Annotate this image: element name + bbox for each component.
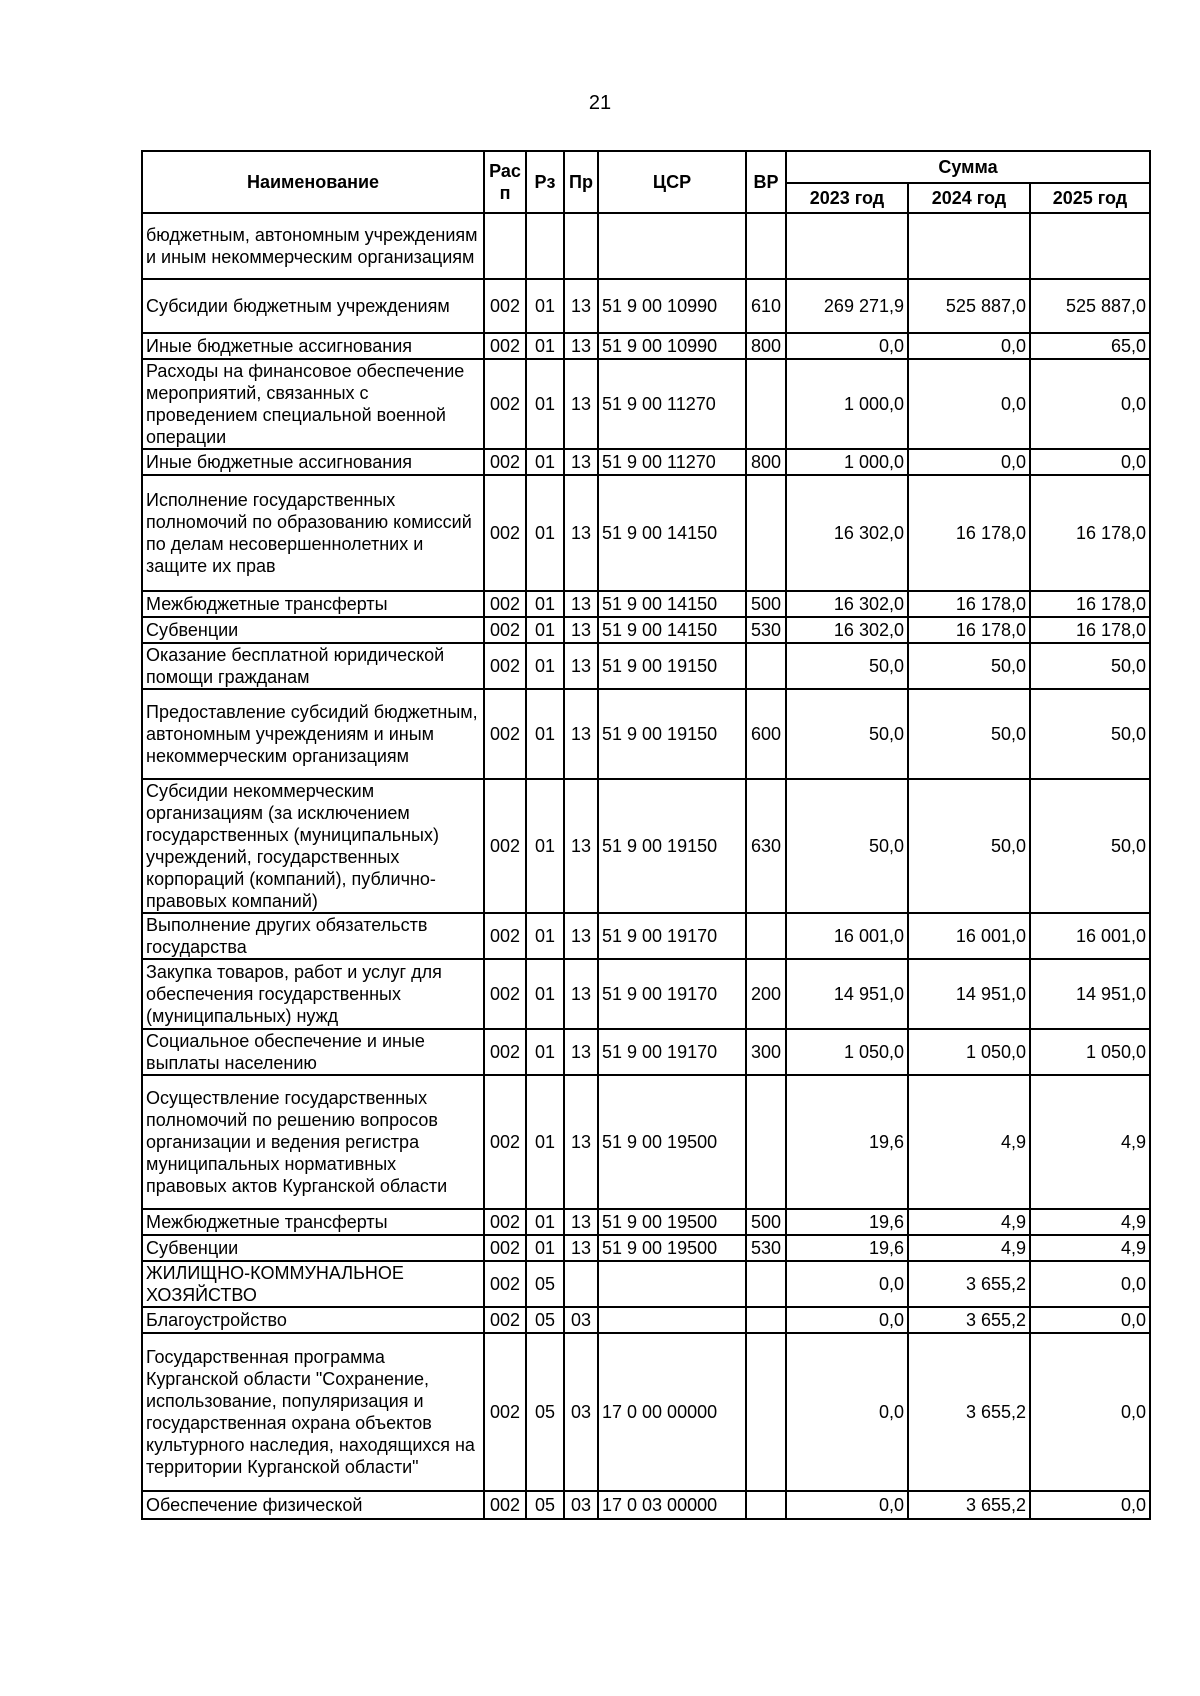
page-number: 21 (588, 92, 612, 114)
row-pr: 13 (564, 779, 598, 913)
row-amount-2024: 3 655,2 (908, 1261, 1030, 1307)
header-pr: Пр (564, 151, 598, 213)
table-row (142, 591, 1150, 617)
row-pr: 13 (564, 475, 598, 591)
row-rz: 01 (526, 1075, 564, 1209)
row-pr: 13 (564, 1075, 598, 1209)
row-csr: 51 9 00 14150 (598, 591, 746, 617)
header-row (142, 151, 1150, 183)
row-csr: 51 9 00 10990 (598, 333, 746, 359)
row-amount-2024: 0,0 (908, 359, 1030, 449)
row-amount-2025: 16 178,0 (1030, 617, 1150, 643)
row-rz: 01 (526, 1029, 564, 1075)
row-amount-2023: 269 271,9 (786, 279, 908, 333)
row-pr: 03 (564, 1307, 598, 1333)
row-amount-2023: 16 302,0 (786, 617, 908, 643)
row-amount-2024: 1 050,0 (908, 1029, 1030, 1075)
row-rasp: 002 (484, 591, 526, 617)
table-row (142, 1075, 1150, 1209)
row-amount-2024: 0,0 (908, 449, 1030, 475)
row-rasp: 002 (484, 1075, 526, 1209)
row-amount-2023: 0,0 (786, 1333, 908, 1491)
header-name: Наименование (142, 151, 484, 213)
row-amount-2024: 3 655,2 (908, 1333, 1030, 1491)
row-vr: 800 (746, 333, 786, 359)
row-rz: 01 (526, 643, 564, 689)
row-name: Благоустройство (142, 1307, 484, 1333)
row-rz: 05 (526, 1333, 564, 1491)
header-vr: ВР (746, 151, 786, 213)
row-pr: 13 (564, 1209, 598, 1235)
row-pr: 13 (564, 617, 598, 643)
row-amount-2025: 0,0 (1030, 1307, 1150, 1333)
row-vr (746, 643, 786, 689)
row-vr (746, 1075, 786, 1209)
table-row (142, 475, 1150, 591)
row-pr: 13 (564, 333, 598, 359)
row-csr: 51 9 00 14150 (598, 617, 746, 643)
row-pr: 13 (564, 279, 598, 333)
table-row (142, 449, 1150, 475)
table-row (142, 1235, 1150, 1261)
table-row (142, 617, 1150, 643)
row-vr: 600 (746, 689, 786, 779)
row-name: Межбюджетные трансферты (142, 591, 484, 617)
row-vr (746, 1261, 786, 1307)
row-vr: 200 (746, 959, 786, 1029)
row-rz: 01 (526, 959, 564, 1029)
row-pr: 13 (564, 591, 598, 617)
row-rasp: 002 (484, 913, 526, 959)
row-amount-2023: 50,0 (786, 643, 908, 689)
row-amount-2023: 0,0 (786, 1307, 908, 1333)
row-rz: 05 (526, 1491, 564, 1519)
row-amount-2024: 16 178,0 (908, 617, 1030, 643)
row-amount-2025: 0,0 (1030, 1261, 1150, 1307)
row-amount-2023 (786, 213, 908, 279)
row-rasp: 002 (484, 689, 526, 779)
row-name: Оказание бесплатной юридической помощи гражданам (142, 643, 484, 689)
row-amount-2025: 50,0 (1030, 779, 1150, 913)
row-amount-2025: 50,0 (1030, 689, 1150, 779)
row-amount-2023: 50,0 (786, 689, 908, 779)
row-rz: 01 (526, 449, 564, 475)
row-vr: 800 (746, 449, 786, 475)
row-amount-2025: 0,0 (1030, 449, 1150, 475)
row-amount-2023: 16 001,0 (786, 913, 908, 959)
row-rz: 01 (526, 1209, 564, 1235)
header-rz: Рз (526, 151, 564, 213)
row-vr (746, 475, 786, 591)
row-pr: 13 (564, 959, 598, 1029)
row-vr: 530 (746, 617, 786, 643)
row-amount-2024: 525 887,0 (908, 279, 1030, 333)
table-row (142, 213, 1150, 279)
budget-table (141, 150, 1151, 1520)
row-amount-2023: 1 000,0 (786, 449, 908, 475)
row-amount-2024: 4,9 (908, 1209, 1030, 1235)
row-rz: 01 (526, 913, 564, 959)
row-csr: 51 9 00 11270 (598, 359, 746, 449)
row-csr: 51 9 00 19170 (598, 913, 746, 959)
table-row (142, 1261, 1150, 1307)
row-pr (564, 1261, 598, 1307)
row-rz: 01 (526, 1235, 564, 1261)
row-amount-2025: 1 050,0 (1030, 1029, 1150, 1075)
row-csr (598, 1307, 746, 1333)
row-vr: 500 (746, 591, 786, 617)
row-amount-2024: 0,0 (908, 333, 1030, 359)
table-row (142, 1333, 1150, 1491)
row-pr: 03 (564, 1491, 598, 1519)
row-rasp: 002 (484, 1209, 526, 1235)
row-vr: 300 (746, 1029, 786, 1075)
table-row (142, 913, 1150, 959)
table-row (142, 1209, 1150, 1235)
row-amount-2023: 19,6 (786, 1075, 908, 1209)
row-rz: 01 (526, 333, 564, 359)
row-csr: 17 0 00 00000 (598, 1333, 746, 1491)
row-name: Социальное обеспечение и иные выплаты населению (142, 1029, 484, 1075)
row-rz: 01 (526, 779, 564, 913)
table-row (142, 779, 1150, 913)
row-vr (746, 359, 786, 449)
header-csr: ЦСР (598, 151, 746, 213)
row-amount-2025: 14 951,0 (1030, 959, 1150, 1029)
row-amount-2023: 0,0 (786, 1491, 908, 1519)
row-csr: 51 9 00 19500 (598, 1209, 746, 1235)
row-amount-2023: 16 302,0 (786, 591, 908, 617)
row-name: Выполнение других обязательств государства (142, 913, 484, 959)
row-rasp: 002 (484, 643, 526, 689)
row-amount-2025: 65,0 (1030, 333, 1150, 359)
row-vr: 610 (746, 279, 786, 333)
table-row (142, 359, 1150, 449)
row-amount-2024: 14 951,0 (908, 959, 1030, 1029)
row-rz: 05 (526, 1261, 564, 1307)
row-name: Субвенции (142, 617, 484, 643)
row-pr (564, 213, 598, 279)
row-amount-2023: 14 951,0 (786, 959, 908, 1029)
row-rz: 01 (526, 617, 564, 643)
row-rz: 01 (526, 591, 564, 617)
table-row (142, 643, 1150, 689)
row-vr (746, 213, 786, 279)
row-csr (598, 213, 746, 279)
row-vr (746, 1307, 786, 1333)
row-name: Межбюджетные трансферты (142, 1209, 484, 1235)
row-amount-2023: 16 302,0 (786, 475, 908, 591)
row-rasp: 002 (484, 449, 526, 475)
row-vr: 530 (746, 1235, 786, 1261)
row-amount-2023: 0,0 (786, 333, 908, 359)
row-rz: 01 (526, 689, 564, 779)
table-row (142, 333, 1150, 359)
row-rz (526, 213, 564, 279)
row-amount-2024: 4,9 (908, 1075, 1030, 1209)
row-amount-2023: 19,6 (786, 1209, 908, 1235)
row-amount-2024: 50,0 (908, 643, 1030, 689)
row-csr (598, 1261, 746, 1307)
row-rz: 01 (526, 475, 564, 591)
row-rasp: 002 (484, 1491, 526, 1519)
table-row (142, 689, 1150, 779)
row-csr: 51 9 00 19500 (598, 1075, 746, 1209)
row-name: Осуществление государственных полномочий по решению вопросов организации и ведения регистра муниципальных нормативных правовых актов Курганской области (142, 1075, 484, 1209)
header-sum: Сумма (786, 151, 1150, 183)
row-amount-2025: 4,9 (1030, 1209, 1150, 1235)
row-name: Субсидии бюджетным учреждениям (142, 279, 484, 333)
row-csr: 51 9 00 19500 (598, 1235, 746, 1261)
row-csr: 51 9 00 14150 (598, 475, 746, 591)
row-rz: 01 (526, 359, 564, 449)
row-vr: 630 (746, 779, 786, 913)
row-amount-2025: 0,0 (1030, 359, 1150, 449)
row-csr: 17 0 03 00000 (598, 1491, 746, 1519)
header-rasp: Рас п (484, 151, 526, 213)
row-amount-2023: 0,0 (786, 1261, 908, 1307)
row-amount-2025 (1030, 213, 1150, 279)
row-rasp: 002 (484, 1029, 526, 1075)
row-name: бюджетным, автономным учреждениям и иным некоммерческим организациям (142, 213, 484, 279)
row-amount-2025: 16 178,0 (1030, 475, 1150, 591)
row-pr: 13 (564, 359, 598, 449)
row-name: Субвенции (142, 1235, 484, 1261)
header-2024: 2024 год (908, 183, 1030, 213)
row-vr (746, 1491, 786, 1519)
row-amount-2023: 1 000,0 (786, 359, 908, 449)
table-row (142, 959, 1150, 1029)
row-rasp: 002 (484, 359, 526, 449)
header-2023: 2023 год (786, 183, 908, 213)
row-csr: 51 9 00 19150 (598, 689, 746, 779)
row-amount-2025: 50,0 (1030, 643, 1150, 689)
row-name: Расходы на финансовое обеспечение мероприятий, связанных с проведением специальной военной операции (142, 359, 484, 449)
table-row (142, 1491, 1150, 1519)
row-amount-2025: 0,0 (1030, 1491, 1150, 1519)
row-rasp (484, 213, 526, 279)
row-amount-2023: 1 050,0 (786, 1029, 908, 1075)
row-rasp: 002 (484, 779, 526, 913)
row-name: Государственная программа Курганской области "Сохранение, использование, популяризация и государственная охрана объектов культурного наследия, находящихся на территории Курганской области" (142, 1333, 484, 1491)
row-rasp: 002 (484, 1235, 526, 1261)
row-amount-2023: 19,6 (786, 1235, 908, 1261)
row-name: Закупка товаров, работ и услуг для обеспечения государственных (муниципальных) нужд (142, 959, 484, 1029)
row-vr: 500 (746, 1209, 786, 1235)
row-amount-2024: 50,0 (908, 779, 1030, 913)
row-pr: 03 (564, 1333, 598, 1491)
row-amount-2025: 4,9 (1030, 1235, 1150, 1261)
row-amount-2023: 50,0 (786, 779, 908, 913)
row-pr: 13 (564, 449, 598, 475)
row-amount-2024: 3 655,2 (908, 1307, 1030, 1333)
row-csr: 51 9 00 10990 (598, 279, 746, 333)
header-2025: 2025 год (1030, 183, 1150, 213)
row-amount-2024: 50,0 (908, 689, 1030, 779)
row-pr: 13 (564, 913, 598, 959)
row-amount-2025: 16 001,0 (1030, 913, 1150, 959)
table-body (142, 213, 1150, 1519)
row-rz: 01 (526, 279, 564, 333)
row-rasp: 002 (484, 1307, 526, 1333)
row-csr: 51 9 00 19170 (598, 959, 746, 1029)
row-amount-2024: 3 655,2 (908, 1491, 1030, 1519)
row-vr (746, 1333, 786, 1491)
row-pr: 13 (564, 689, 598, 779)
row-amount-2024: 16 178,0 (908, 591, 1030, 617)
row-rasp: 002 (484, 1333, 526, 1491)
row-rasp: 002 (484, 617, 526, 643)
table-row (142, 279, 1150, 333)
row-name: ЖИЛИЩНО-КОММУНАЛЬНОЕ ХОЗЯЙСТВО (142, 1261, 484, 1307)
row-rz: 05 (526, 1307, 564, 1333)
row-name: Субсидии некоммерческим организациям (за исключением государственных (муниципальных) учреждений, государственных корпораций (компаний), публично-правовых компаний) (142, 779, 484, 913)
row-pr: 13 (564, 1235, 598, 1261)
row-name: Иные бюджетные ассигнования (142, 449, 484, 475)
row-name: Предоставление субсидий бюджетным, автономным учреждениям и иным некоммерческим организациям (142, 689, 484, 779)
row-amount-2025: 4,9 (1030, 1075, 1150, 1209)
row-pr: 13 (564, 643, 598, 689)
row-rasp: 002 (484, 1261, 526, 1307)
row-rasp: 002 (484, 959, 526, 1029)
row-name: Исполнение государственных полномочий по образованию комиссий по делам несовершеннолетних и защите их прав (142, 475, 484, 591)
row-name: Иные бюджетные ассигнования (142, 333, 484, 359)
row-rasp: 002 (484, 333, 526, 359)
row-csr: 51 9 00 19150 (598, 643, 746, 689)
row-amount-2025: 525 887,0 (1030, 279, 1150, 333)
table-row (142, 1029, 1150, 1075)
row-rasp: 002 (484, 279, 526, 333)
row-amount-2024 (908, 213, 1030, 279)
row-amount-2025: 16 178,0 (1030, 591, 1150, 617)
row-rasp: 002 (484, 475, 526, 591)
row-vr (746, 913, 786, 959)
row-amount-2025: 0,0 (1030, 1333, 1150, 1491)
row-csr: 51 9 00 19170 (598, 1029, 746, 1075)
row-amount-2024: 4,9 (908, 1235, 1030, 1261)
table-row (142, 1307, 1150, 1333)
row-pr: 13 (564, 1029, 598, 1075)
row-csr: 51 9 00 11270 (598, 449, 746, 475)
row-name: Обеспечение физической (142, 1491, 484, 1519)
row-csr: 51 9 00 19150 (598, 779, 746, 913)
row-amount-2024: 16 178,0 (908, 475, 1030, 591)
row-amount-2024: 16 001,0 (908, 913, 1030, 959)
